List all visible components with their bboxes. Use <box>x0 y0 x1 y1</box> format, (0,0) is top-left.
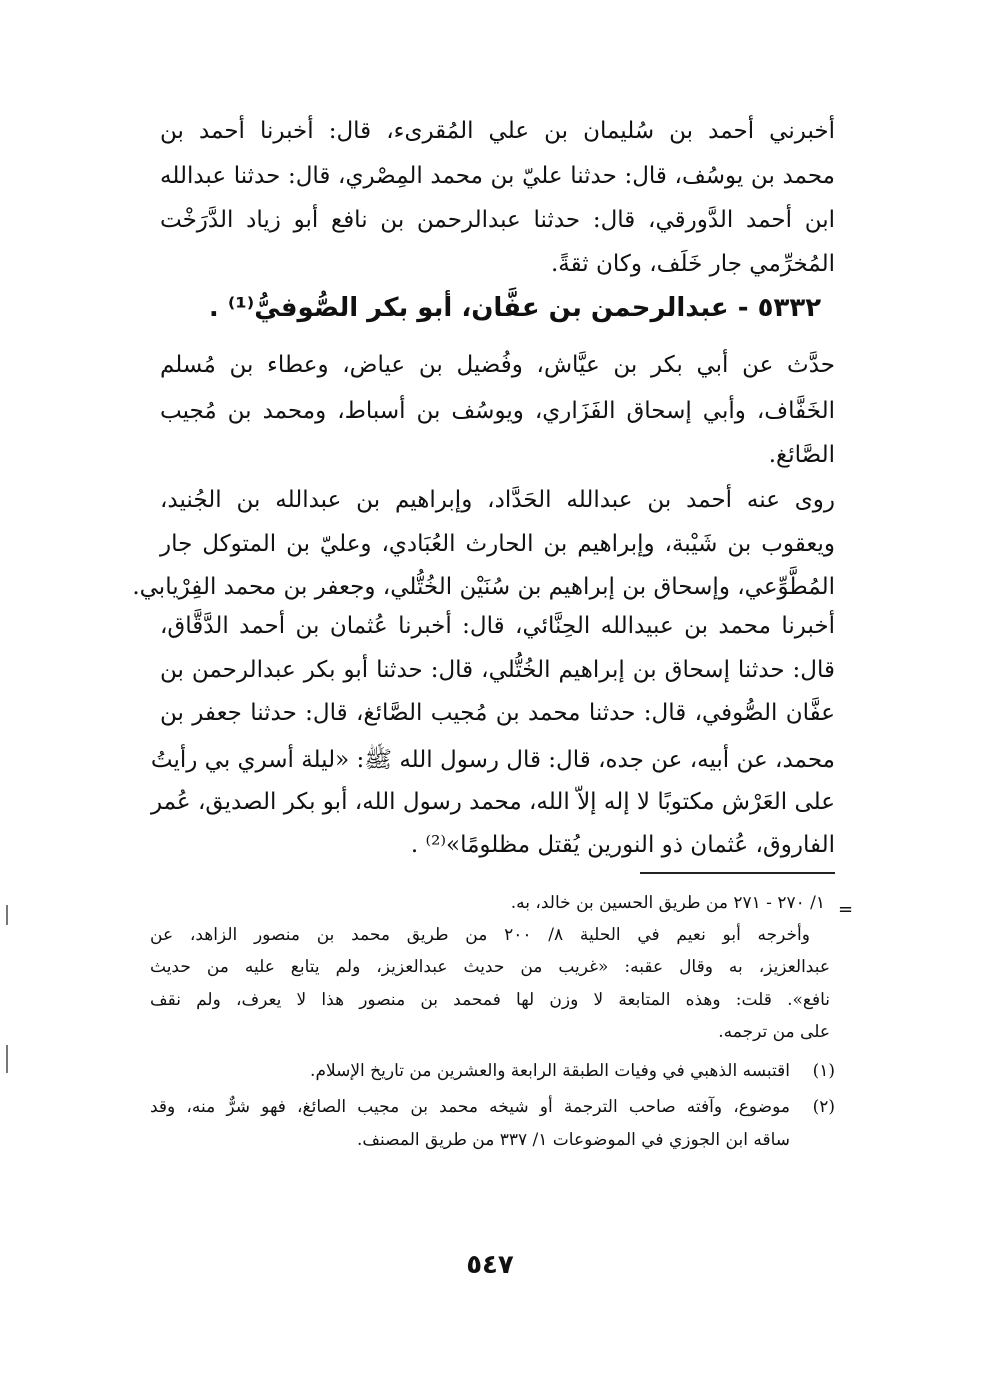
footnote-separator <box>640 872 835 874</box>
paragraph-1-line-3: ابن أحمد الدَّورقي، قال: حدثنا عبدالرحمن بن نافع أبو زياد الدَّرَخْت <box>160 207 835 233</box>
paragraph-3-line-3: المُطَّوِّعي، وإسحاق بن إبراهيم بن سُنَيْن الخُتُّلي، وجعفر بن محمد الفِرْيابي. <box>132 574 835 600</box>
paragraph-2-line-1: حدَّث عن أبي بكر بن عيَّاش، وفُضيل بن عياض، وعطاء بن مُسلم <box>160 352 835 378</box>
paragraph-2-line-3: الصَّائغ. <box>768 442 835 468</box>
continuation-mark: = <box>838 899 854 920</box>
footnote-2-line-2: ساقه ابن الجوزي في الموضوعات ١/ ٣٣٧ من طريق المصنف. <box>357 1130 790 1150</box>
footnote-2-number: (٢) <box>812 1097 835 1117</box>
paragraph-4-line-1: أخبرنا محمد بن عبيدالله الحِنَّائي، قال: أخبرنا عُثمان بن أحمد الدَّقَّاق، <box>160 613 835 639</box>
paragraph-1-line-4: المُخرِّمي جار خَلَف، وكان ثقةً. <box>551 251 835 277</box>
paragraph-4-line-2: قال: حدثنا إسحاق بن إبراهيم الخُتُّلي، قال: حدثنا أبو بكر عبدالرحمن بن <box>160 657 835 683</box>
paragraph-4-line-4: محمد، عن أبيه، عن جده، قال: قال رسول الله ﷺ: «ليلة أسري بي رأيتُ <box>150 747 835 773</box>
paragraph-3-line-2: ويعقوب بن شَيْبة، وإبراهيم بن الحارث العُبَادي، وعليّ بن المتوكل جار <box>160 531 835 557</box>
paragraph-3-line-1: روى عنه أحمد بن عبدالله الحَدَّاد، وإبراهيم بن عبدالله بن الجُنيد، <box>160 487 835 513</box>
paragraph-4-line-3: عفَّان الصُّوفي، قال: حدثنا محمد بن مُجيب الصَّائغ، قال: حدثنا جعفر بن <box>160 700 835 726</box>
scan-artifact <box>6 1045 8 1073</box>
page-number: ٥٤٧ <box>466 1250 514 1280</box>
footnote-1-number: (١) <box>812 1061 835 1081</box>
paragraph-4-line-6: الفاروق، عُثمان ذو النورين يُقتل مظلومًا»⁽²⁾ . <box>410 832 835 858</box>
scan-artifact <box>6 905 8 925</box>
footnote-1-line-1: اقتبسه الذهبي في وفيات الطبقة الرابعة والعشرين من تاريخ الإسلام. <box>310 1061 790 1081</box>
paragraph-4-line-5: على العَرْش مكتوبًا لا إله إلاّ الله، محمد رسول الله، أبو بكر الصديق، عُمر <box>150 789 835 815</box>
footnote-continuation-line-1: ١/ ٢٧٠ - ٢٧١ من طريق الحسين بن خالد، به. <box>510 893 825 913</box>
footnote-continuation-line-4: نافع». قلت: وهذه المتابعة لا وزن لها فمحمد بن منصور هذا لا يعرف، ولم نقف <box>150 990 830 1010</box>
paragraph-1-line-2: محمد بن يوسُف، قال: حدثنا عليّ بن محمد المِصْري، قال: حدثنا عبدالله <box>160 163 835 189</box>
paragraph-2-line-2: الخَفَّاف، وأبي إسحاق الفَزَاري، ويوسُف بن أسباط، ومحمد بن مُجيب <box>160 398 835 424</box>
footnote-continuation-line-2: وأخرجه أبو نعيم في الحلية ٨/ ٢٠٠ من طريق محمد بن منصور الزاهد، عن <box>150 925 810 945</box>
paragraph-1-line-1: أخبرني أحمد بن سُليمان بن علي المُقرىء، قال: أخبرنا أحمد بن <box>160 118 835 144</box>
footnote-continuation-line-5: على من ترجمه. <box>718 1022 830 1042</box>
footnote-2-line-1: موضوع، وآفته صاحب الترجمة أو شيخه محمد بن مجيب الصائغ، فهو شرٌّ منه، وقد <box>150 1097 790 1117</box>
footnote-continuation-line-3: عبدالعزيز، به وقال عقبه: «غريب من حديث عبدالعزيز، ولم يتابع عليه من حديث <box>150 957 830 977</box>
entry-heading: ٥٣٣٢ - عبدالرحمن بن عفَّان، أبو بكر الصُّوفيُّ⁽¹⁾ . <box>208 293 822 323</box>
